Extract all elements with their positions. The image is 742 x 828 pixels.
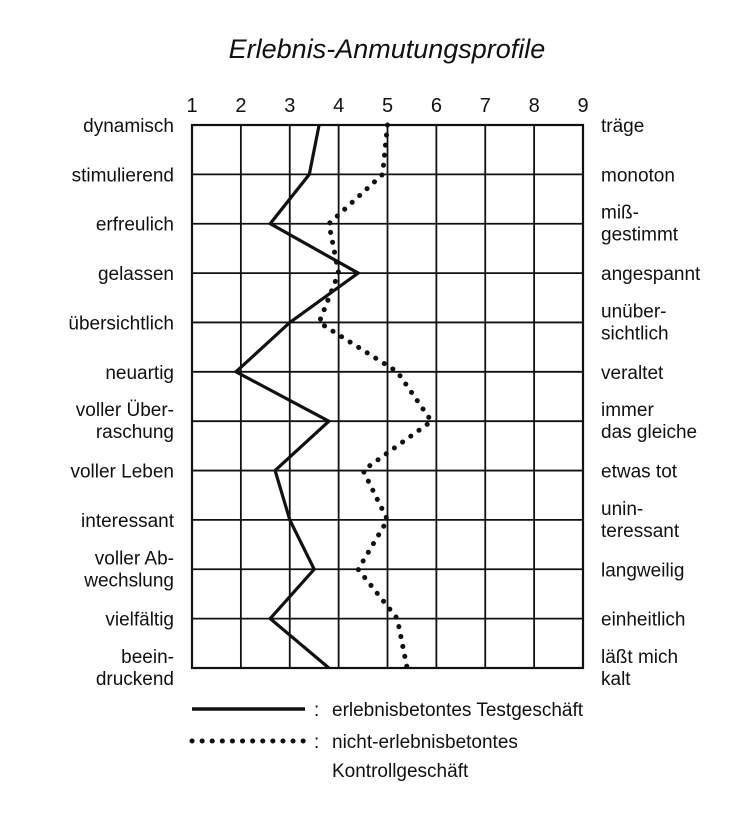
right-attribute-label: etwas tot <box>601 461 678 483</box>
right-attribute-label: unin- <box>601 498 644 520</box>
left-attribute-label: druckend <box>95 669 174 690</box>
left-attribute-label: voller Über- <box>75 400 174 422</box>
x-tick-label: 2 <box>235 95 247 117</box>
legend-dotted-label-line-1: nicht-erlebnisbetontes <box>332 732 518 753</box>
x-tick-label: 8 <box>528 95 540 117</box>
left-attribute-label: voller Ab- <box>94 548 174 570</box>
left-attribute-labels <box>68 116 174 690</box>
right-attribute-label: das gleiche <box>601 422 698 444</box>
right-attribute-label: teressant <box>601 520 680 542</box>
right-attribute-label: unüber- <box>601 301 667 323</box>
right-attribute-labels <box>601 116 701 690</box>
x-axis-ticks <box>186 95 588 117</box>
right-attribute-label: veraltet <box>601 362 664 384</box>
x-tick-label: 7 <box>479 95 491 117</box>
legend-solid-separator: : <box>314 700 320 721</box>
left-attribute-label: voller Leben <box>70 461 174 483</box>
left-attribute-label: dynamisch <box>83 116 174 137</box>
x-tick-label: 6 <box>430 95 442 117</box>
left-attribute-label: erfreulich <box>95 214 174 236</box>
right-attribute-label: kalt <box>601 669 631 690</box>
left-attribute-label: gelassen <box>97 264 174 286</box>
right-attribute-label: einheitlich <box>601 609 686 631</box>
x-tick-label: 9 <box>577 95 589 117</box>
right-attribute-label: langweilig <box>601 560 685 582</box>
series-line-testgeschaeft <box>236 125 358 668</box>
x-tick-label: 4 <box>333 95 345 117</box>
chart-title: Erlebnis-Anmutungsprofile <box>228 34 546 64</box>
right-attribute-label: gestimmt <box>601 224 679 246</box>
right-attribute-label: sichtlich <box>601 323 669 345</box>
left-attribute-label: beein- <box>121 647 174 668</box>
left-attribute-label: wechslung <box>84 570 174 592</box>
legend-dotted-separator: : <box>314 732 320 753</box>
x-tick-label: 5 <box>381 95 394 117</box>
left-attribute-label: vielfältig <box>105 609 174 631</box>
left-attribute-label: interessant <box>81 510 174 532</box>
legend <box>192 700 584 782</box>
legend-dotted-label-line-2: Kontrollgeschäft <box>332 761 469 782</box>
right-attribute-label: läßt mich <box>601 647 679 668</box>
right-attribute-label: immer <box>601 400 654 422</box>
x-tick-label: 3 <box>284 95 296 117</box>
left-attribute-label: stimulierend <box>71 165 174 187</box>
legend-solid-label: erlebnisbetontes Testgeschäft <box>332 700 584 721</box>
right-attribute-label: angespannt <box>601 264 701 286</box>
data-series <box>236 125 432 668</box>
left-attribute-label: neuartig <box>105 362 174 384</box>
x-tick-label: 1 <box>186 95 198 117</box>
right-attribute-label: miß- <box>601 202 639 224</box>
right-attribute-label: träge <box>601 116 645 137</box>
right-attribute-label: monoton <box>601 165 675 187</box>
left-attribute-label: übersichtlich <box>68 313 174 335</box>
plot-grid <box>192 125 583 668</box>
series-line-kontrollgeschaeft <box>319 125 431 668</box>
left-attribute-label: raschung <box>95 422 174 444</box>
